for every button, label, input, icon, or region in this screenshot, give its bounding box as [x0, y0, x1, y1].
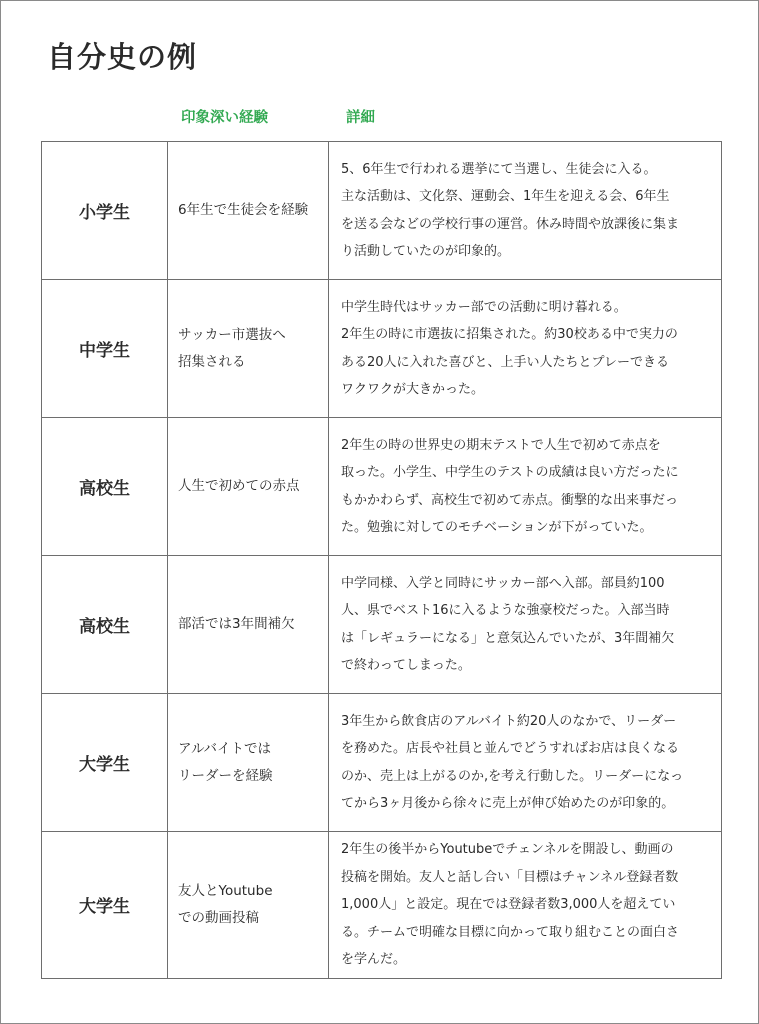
experience-line: 友人とYoutube — [178, 882, 273, 899]
detail-line: を学んだ。 — [341, 952, 407, 967]
detail-cell — [329, 280, 722, 418]
experience-cell — [168, 832, 329, 979]
detail-line: もかかわらず、高校生で初めて赤点。衝撃的な出来事だっ — [341, 492, 678, 508]
detail-cell — [329, 832, 722, 979]
header-experience: 印象深い経験 — [181, 110, 268, 126]
table-row — [42, 556, 722, 694]
detail-line: 3年生から飲食店のアルバイト約20人のなかで、リーダー — [341, 713, 677, 729]
detail-line: 1,000人」と設定。現在では登録者数3,000人を超えてい — [341, 897, 676, 912]
detail-line: ワクワクが大きかった。 — [341, 382, 485, 397]
detail-line: 中学同様、入学と同時にサッカー部へ入部。部員約100 — [341, 575, 665, 591]
table-row — [42, 694, 722, 832]
detail-cell — [329, 418, 722, 556]
experience-cell — [168, 142, 329, 280]
stage-cell: 中学生 — [42, 280, 168, 418]
experience-line: 6年生で生徒会を経験 — [178, 202, 309, 218]
experience-line: サッカー市選抜へ — [178, 326, 286, 343]
detail-line: 取った。小学生、中学生のテストの成績は良い方だったに — [341, 465, 679, 480]
detail-cell — [329, 556, 722, 694]
stage-cell: 大学生 — [42, 832, 168, 979]
table-row — [42, 418, 722, 556]
table-row — [42, 280, 722, 418]
experience-line: リーダーを経験 — [178, 767, 273, 784]
stage-cell: 高校生 — [42, 556, 168, 694]
experience-cell — [168, 694, 329, 832]
experience-cell — [168, 280, 329, 418]
detail-line: のか、売上は上がるのか,を考え行動した。リーダーになっ — [341, 768, 684, 784]
experience-line: 部活では3年間補欠 — [178, 616, 295, 632]
experience-line: アルバイトでは — [178, 740, 272, 757]
detail-line: で終わってしまった。 — [341, 658, 471, 673]
detail-line: 2年生の後半からYoutubeでチェンネルを開設し、動画の — [341, 842, 674, 857]
header-detail: 詳細 — [346, 110, 375, 126]
history-table — [41, 141, 722, 979]
detail-line: 2年生の時に市選抜に招集された。約30校ある中で実力の — [341, 327, 678, 342]
detail-line: を務めた。店長や社員と並んでどうすればお店は良くなる — [341, 741, 680, 756]
experience-line: 招集される — [178, 353, 246, 370]
table-row — [42, 832, 722, 979]
detail-line: 2年生の時の世界史の期末テストで人生で初めて赤点を — [341, 437, 661, 453]
detail-line: 主な活動は、文化祭、運動会、1年生を迎える会、6年生 — [341, 189, 670, 204]
detail-line: り活動していたのが印象的。 — [341, 244, 511, 259]
experience-line: での動画投稿 — [178, 909, 259, 926]
detail-line: る。チームで明確な目標に向かって取り組むことの面白さ — [341, 924, 680, 940]
table-row — [42, 142, 722, 280]
detail-cell — [329, 694, 722, 832]
detail-line: は「レギュラーになる」と意気込んでいたが、3年間補欠 — [341, 630, 675, 646]
detail-line: てから3ヶ月後から徐々に売上が伸び始めたのが印象的。 — [341, 796, 675, 811]
detail-line: 5、6年生で行われる選挙にて当選し、生徒会に入る。 — [341, 161, 657, 177]
detail-line: ある20人に入れた喜びと、上手い人たちとプレーできる — [341, 354, 670, 370]
experience-cell — [168, 418, 329, 556]
experience-cell — [168, 556, 329, 694]
detail-line: 中学生時代はサッカー部での活動に明け暮れる。 — [341, 299, 627, 315]
detail-line: を送る会などの学校行事の運営。休み時間や放課後に集ま — [341, 216, 680, 232]
detail-line: 人、県でベスト16に入るような強豪校だった。入部当時 — [341, 603, 670, 618]
stage-cell: 小学生 — [42, 142, 168, 280]
detail-cell — [329, 142, 722, 280]
page-title: 自分史の例 — [47, 40, 198, 74]
experience-line: 人生で初めての赤点 — [178, 478, 300, 494]
stage-cell: 大学生 — [42, 694, 168, 832]
detail-line: た。勉強に対してのモチベーションが下がっていた。 — [341, 520, 653, 535]
detail-line: 投稿を開始。友人と話し合い「目標はチャンネル登録者数 — [341, 869, 679, 885]
stage-cell: 高校生 — [42, 418, 168, 556]
